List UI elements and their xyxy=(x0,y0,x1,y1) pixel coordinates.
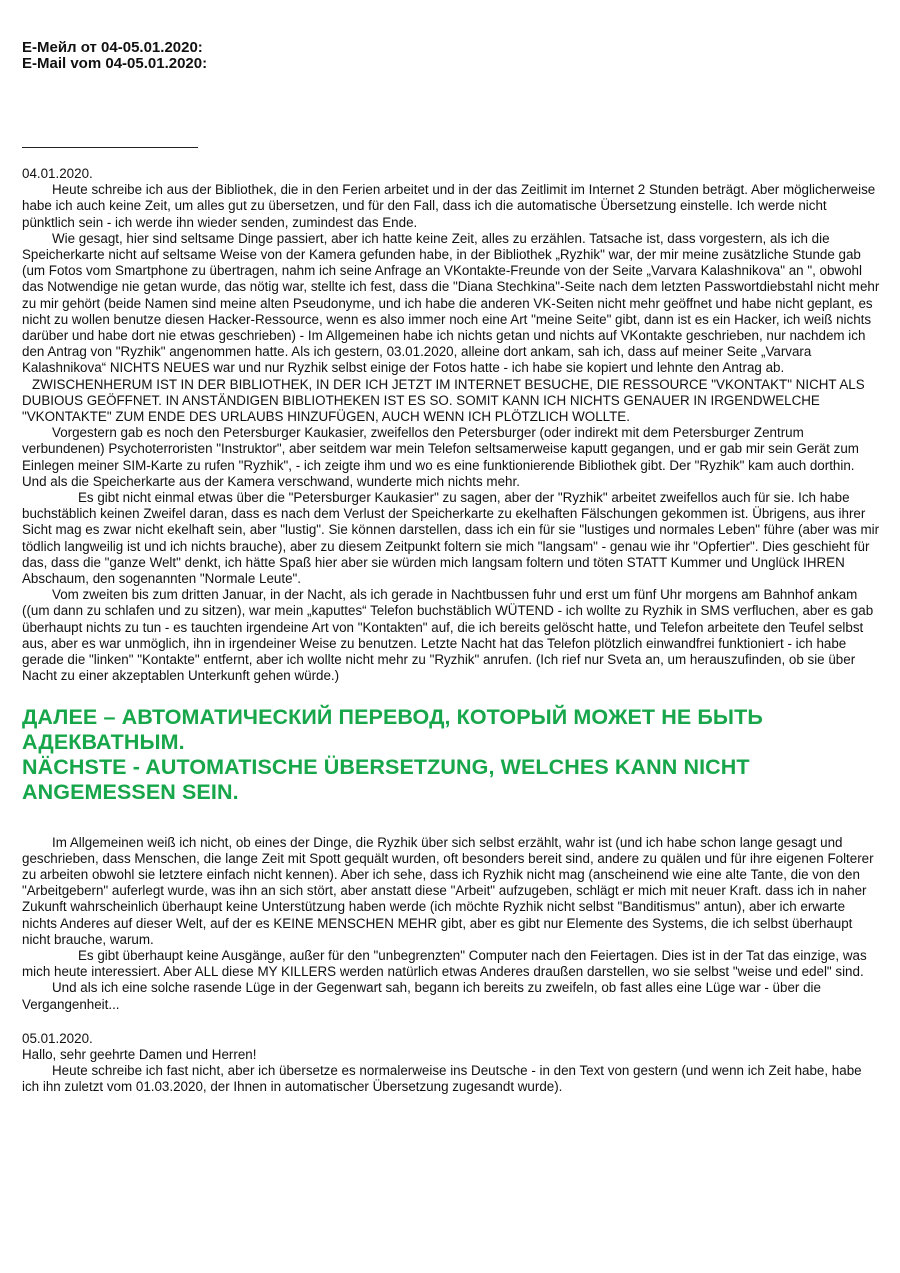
entry-date: 05.01.2020. xyxy=(22,1030,93,1046)
document-page xyxy=(22,40,880,1096)
paragraph: Es gibt nicht einmal etwas über die "Petersburger Kaukasier" zu sagen, aber der "Ryzhik" arbeitet zweifellos auch für sie. Ich habe buchstäblich keinen Zweifel daran, dass es nach dem Verlust der Speicherkarte zu ekelhaften Fälschungen gekommen ist. Übrigens, aus ihrer Sicht mag es zwar nicht ekelhaft sein, aber "lustig". Sie können darstellen, dass ich ein für sie "lustiges und normales Leben" führe (aber was mir tödlich langweilig ist und ich nichts brauche), aber zu diesem Zeitpunkt foltern sie mich "langsam" - genau wie ihr "Opfertier". Dies geschieht für das, dass die "ganze Welt" denkt, ich hätte Spaß hier aber sie würden mich langsam foltern und töten STATT Kummer und Unglück IHREN Abschaum, den sogenannten "Normale Leute". xyxy=(22,490,880,587)
entry-date: 04.01.2020. xyxy=(22,166,93,181)
paragraph: Im Allgemeinen weiß ich nicht, ob eines der Dinge, die Ryzhik über sich selbst erzählt, wahr ist (und ich habe schon lange gesagt und geschrieben, dass Menschen, die lange Zeit mit Spott gequält wurden, oft besonders bereit sind, andere zu quälen und für ihre eigenen Folterer zu arbeiten obwohl sie letztere einfach nicht kennen). Aber ich sehe, dass ich Ryzhik nicht mag (anscheinend wie eine alte Tante, die von den "Arbeitgebern" auferlegt wurde, was ihn an sich stört, aber anstatt diese "Arbeit" aufzugeben, schlägt er mich mit neuer Kraft. dass ich in naher Zukunft wahrscheinlich überhaupt keine Unterstützung haben werde (ich möchte Ryzhik nicht selbst "Banditismus" antun), aber ich erwarte nichts Anderes auf dieser Welt, auf der es KEINE MENSCHEN MEHR gibt, aber es gibt nur Elemente des Systems, die ich selbst überhaupt nicht brauche, warum. xyxy=(22,834,874,947)
document-title-german: E-Mail vom 04-05.01.2020: xyxy=(22,55,208,72)
paragraph: Es gibt überhaupt keine Ausgänge, außer für den "unbegrenzten" Computer nach den Feiertagen. Dies ist in der Tat das einzige, was mich heute interessiert. Aber ALL diese MY KILLERS werden natürlich etwas Anderes draußen darstellen, wo sie selbst "weise und edel" sind. xyxy=(22,947,867,980)
warning-russian: ДАЛЕЕ – АВТОМАТИЧЕСКИЙ ПЕРЕВОД, КОТОРЫЙ МОЖЕТ НЕ БЫТЬ АДЕКВАТНЫМ. xyxy=(22,704,763,754)
paragraph: Vorgestern gab es noch den Petersburger Kaukasier, zweifellos den Petersburger (oder indirekt mit dem Petersburger Zentrum verbundenen) Psychoterroristen "Instruktor", aber seitdem war mein Telefon seltsamerweise kaputt gegangen, und er gab mir sein Gerät zum Einlegen meiner SIM-Karte zu rufen "Ryzhik", - ich zeigte ihm und wo es eine funktionierende Bibliothek gibt. Der "Ryzhik" kam auch dorthin. Und als die Speicherkarte aus der Kamera verschwand, wunderte mich nichts mehr. xyxy=(22,425,859,489)
document-title-russian: E-Мейл от 04-05.01.2020: xyxy=(22,39,203,56)
greeting: Hallo, sehr geehrte Damen und Herren! xyxy=(22,1046,257,1062)
separator-line xyxy=(22,147,198,148)
spacer xyxy=(22,1013,880,1031)
paragraph: Heute schreibe ich aus der Bibliothek, die in den Ferien arbeitet und in der das Zeitlimit im Internet 2 Stunden beträgt. Aber möglicherweise habe ich auch keine Zeit, um alles gut zu übersetzen, und für den Fall, dass ich die automatische Übersetzung einstelle. Ich werde nicht pünktlich sein - ich werde ihn wieder senden, zumindest das Ende. xyxy=(22,182,876,230)
paragraph: Und als ich eine solche rasende Lüge in der Gegenwart sah, begann ich bereits zu zweifeln, ob fast alles eine Lüge war - über die Vergangenheit... xyxy=(22,980,821,1012)
paragraph-uppercase-notice: ZWISCHENHERUM IST IN DER BIBLIOTHEK, IN DER ICH JETZT IM INTERNET BESUCHE, DIE RESSOURCE "VKONTAKT" NICHT ALS DUBIOUS GEÖFFNET. IN ANSTÄNDIGEN BIBLIOTHEKEN IST ES SO. SOMIT KANN ICH NICHTS GENAUER IN IRGENDWELCHE "VKONTAKTE" ZUM ENDE DES URLAUBS HINZUFÜGEN, AUCH WENN ICH PLÖTZLICH WOLLTE. xyxy=(22,376,865,425)
paragraph: Wie gesagt, hier sind seltsame Dinge passiert, aber ich hatte keine Zeit, alles zu erzählen. Tatsache ist, dass vorgestern, als ich die Speicherkarte nicht auf seltsame Weise von der Kamera gefunden habe, in der Bibliothek „Ryzhik" war, der mir meine zusätzliche Stunde gab (um Fotos vom Smartphone zu übertragen, nahm ich seine Anfrage an VKontakte-Freunde von der Seite „Varvara Kalashnikova" an ", obwohl das Notwendige nie getan wurde, das nötig war, stellte ich fest, dass die "Diana Stechkina"-Seite nach dem letzten Passwortdiebstahl nicht mehr zu mir gehört (beide Namen sind meine alten Pseudonyme, und ich habe die anderen VK-Seiten nicht mehr geöffnet und habe nicht geplant, es nicht zu wollen benutze diesen Hacker-Ressource, wenn es also immer noch eine Art "meine Seite" gibt, dann ist es ein Hacker, ich weiß nichts darüber und habe dort nie etwas geschrieben) - Im Allgemeinen habe ich nichts getan und nichts auf VKontakte geschrieben, nur nachdem ich den Antrag von "Ryzhik" angenommen hatte. Als ich gestern, 03.01.2020, alleine dort ankam, sah ich, dass auf meiner Seite „Varvara Kalashnikova“ NICHTS NEUES war und nur Ryzhik selbst einige der Fotos hatte - ich habe sie kopiert und lehnte den Antrag ab. xyxy=(22,230,880,376)
auto-translation-warning xyxy=(22,705,880,805)
paragraph: Heute schreibe ich fast nicht, aber ich übersetze es normalerweise ins Deutsche - in den Text von gestern (und wenn ich Zeit habe, habe ich ihn zuletzt vom 01.03.2020, der Ihnen in automatischer Übersetzung zugesandt wurde). xyxy=(22,1063,862,1095)
warning-german: NÄCHSTE - AUTOMATISCHE ÜBERSETZUNG, WELCHES KANN NICHT ANGEMESSEN SEIN. xyxy=(22,754,750,804)
email-body xyxy=(22,166,880,1096)
paragraph: Vom zweiten bis zum dritten Januar, in der Nacht, als ich gerade in Nachtbussen fuhr und erst um fünf Uhr morgens am Bahnhof ankam ((um dann zu schlafen und zu sitzen), war mein „kaputtes“ Telefon buchstäblich WÜTEND - ich wollte zu Ryzhik in SMS verfluchen, aber es gab überhaupt nichts zu tun - es tauchten irgendeine Art von "Kontakten" auf, die ich bereits gelöscht hatte, und Telefon arbeitete den Teufel selbst aus, aber es war unmöglich, ihn in irgendeiner Weise zu benutzen. Letzte Nacht hat das Telefon plötzlich einwandfrei funktioniert - ich habe gerade die "linken" "Kontakte" entfernt, aber ich wollte nicht mehr zu "Ryzhik" anrufen. (Ich rief nur Sveta an, um herauszufinden, ob sie über Nacht zu einer akzeptablen Unterkunft gehen würde.) xyxy=(22,587,874,684)
